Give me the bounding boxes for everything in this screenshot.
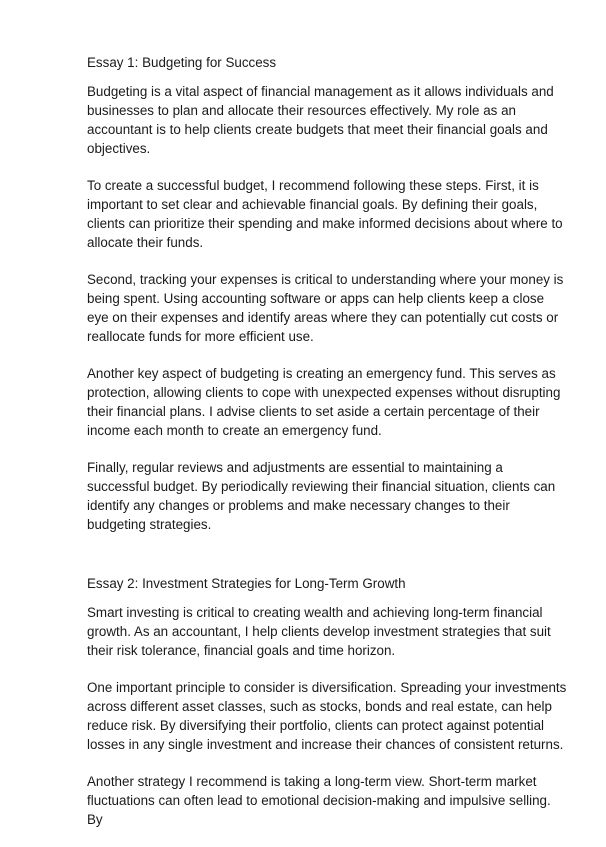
essay-1-paragraph-1: Budgeting is a vital aspect of financial management as it allows individuals and businesses to plan and allocate their resources effectively. My role as an accountant is to help clients create budgets that meet their financial goals and objectives. bbox=[87, 84, 554, 156]
essay-1-paragraph-4: Another key aspect of budgeting is creating an emergency fund. This serves as protection, allowing clients to cope with unexpected expenses without disrupting their financial plans. I advise clients to set aside a certain percentage of their income each month to create an emergency fund. bbox=[87, 366, 561, 438]
essay-2-title: Essay 2: Investment Strategies for Long-Term Growth bbox=[87, 576, 406, 591]
essay-1 bbox=[87, 53, 567, 534]
essay-2 bbox=[87, 574, 567, 829]
essay-2-paragraph-2: One important principle to consider is diversification. Spreading your investments across different asset classes, such as stocks, bonds and real estate, can help reduce risk. By diversifying their portfolio, clients can protect against potential losses in any single investment and increase their chances of consistent returns. bbox=[87, 680, 567, 752]
essay-1-paragraph-3: Second, tracking your expenses is critical to understanding where your money is being spent. Using accounting software or apps can help clients keep a close eye on their expenses and identify areas where they can potentially cut costs or reallocate funds for more efficient use. bbox=[87, 272, 564, 344]
essay-1-paragraph-2: To create a successful budget, I recommend following these steps. First, it is important to set clear and achievable financial goals. By defining their goals, clients can prioritize their spending and make informed decisions about where to allocate their funds. bbox=[87, 178, 563, 250]
essay-1-title: Essay 1: Budgeting for Success bbox=[87, 55, 277, 70]
essay-1-paragraph-5: Finally, regular reviews and adjustments are essential to maintaining a successful budget. By periodically reviewing their financial situation, clients can identify any changes or problems and make necessary changes to their budgeting strategies. bbox=[87, 460, 556, 532]
document-body bbox=[87, 53, 567, 847]
essay-2-paragraph-3: Another strategy I recommend is taking a long-term view. Short-term market fluctuations can often lead to emotional decision-making and impulsive selling. By bbox=[87, 774, 551, 827]
essay-2-paragraph-1: Smart investing is critical to creating wealth and achieving long-term financial growth. As an accountant, I help clients develop investment strategies that suit their risk tolerance, financial goals and time horizon. bbox=[87, 605, 551, 658]
